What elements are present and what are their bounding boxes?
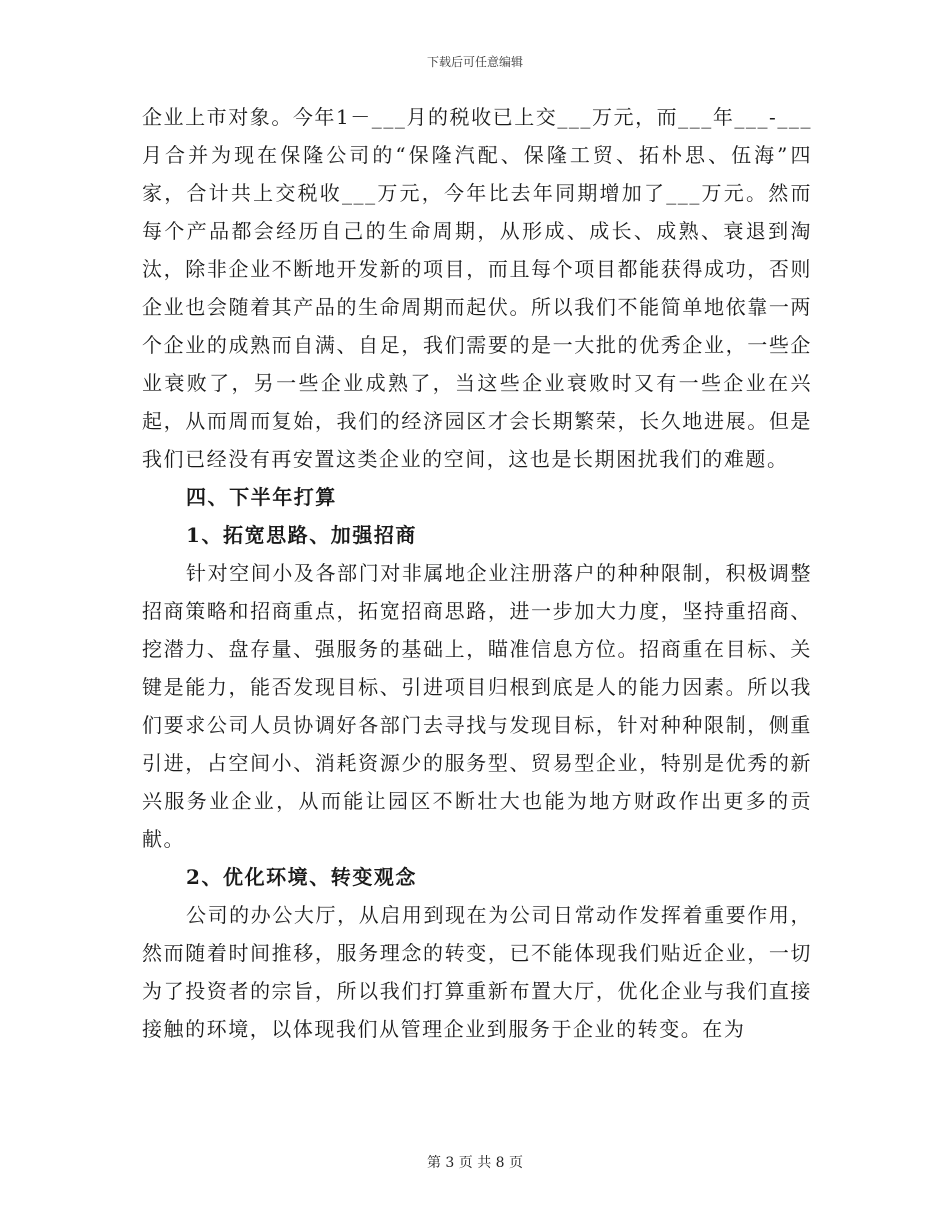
page-number: 第 3 页 共 8 页: [426, 1155, 524, 1171]
subheading-environment-optimization: 2、优化环境、转变观念: [186, 865, 417, 889]
page-header-note: 下载后可任意编辑: [426, 55, 523, 69]
section-heading-second-half-plan: 四、下半年打算: [186, 485, 337, 509]
subheading-investment-attraction: 1、拓宽思路、加强招商: [186, 523, 417, 547]
document-body: [142, 98, 812, 1048]
paragraph-continuation: 企业上市对象。今年1－___月的税收已上交___万元，而___年___-___月合并为现在保隆公司的“保隆汽配、保隆工贸、拓朴思、伍海”四家，合计共上交税收___万元，今年比去年同期增加了___万元。然而每个产品都会经历自己的生命周期，从形成、成长、成熟、衰退到淘汰，除非企业不断地开发新的项目，而且每个项目都能获得成功，否则企业也会随着其产品的生命周期而起伏。所以我们不能简单地依靠一两个企业的成熟而自满、自足，我们需要的是一大批的优秀企业，一些企业衰败了，另一些企业成熟了，当这些企业衰败时又有一些企业在兴起，从而周而复始，我们的经济园区才会长期繁荣，长久地进展。但是我们已经没有再安置这类企业的空间，这也是长期困扰我们的难题。: [142, 105, 812, 471]
paragraph-environment-optimization: 公司的办公大厅，从启用到现在为公司日常动作发挥着重要作用，然而随着时间推移，服务理念的转变，已不能体现我们贴近企业，一切为了投资者的宗旨，所以我们打算重新布置大厅，优化企业与我们直接接触的环境，以体现我们从管理企业到服务于企业的转变。在为: [142, 903, 812, 1041]
paragraph-investment-attraction: 针对空间小及各部门对非属地企业注册落户的种种限制，积极调整招商策略和招商重点，拓宽招商思路，进一步加大力度，坚持重招商、挖潜力、盘存量、强服务的基础上，瞄准信息方位。招商重在目标、关键是能力，能否发现目标、引进项目归根到底是人的能力因素。所以我们要求公司人员协调好各部门去寻找与发现目标，针对种种限制，侧重引进，占空间小、消耗资源少的服务型、贸易型企业，特别是优秀的新兴服务业企业，从而能让园区不断壮大也能为地方财政作出更多的贡献。: [142, 561, 812, 851]
